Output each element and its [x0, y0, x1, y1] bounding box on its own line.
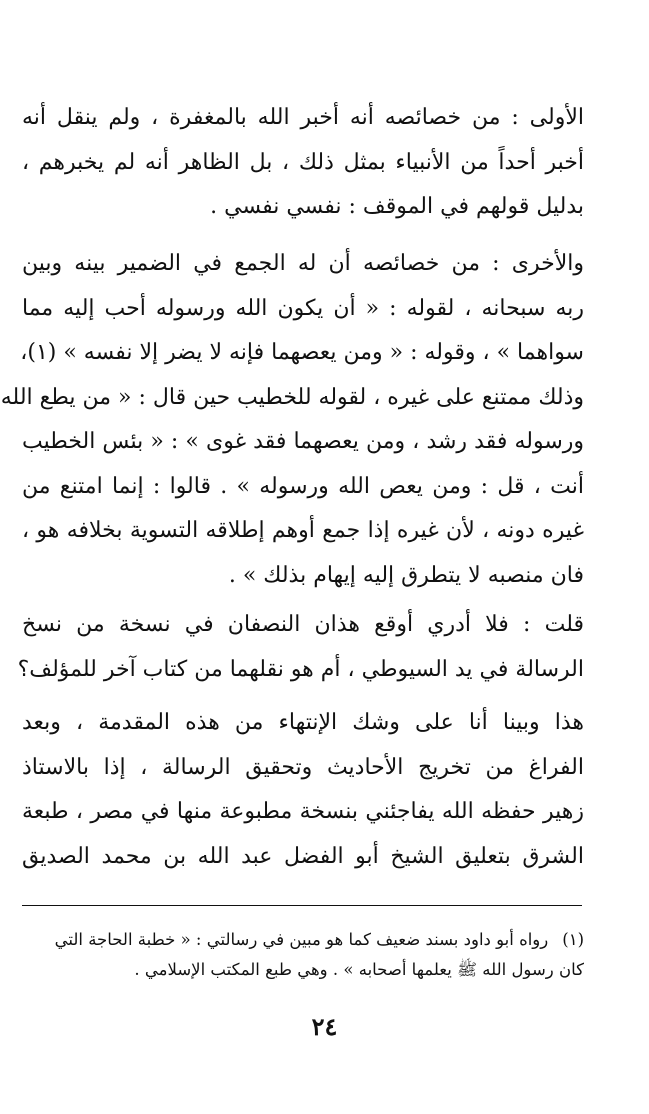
text-line: هذا وبينا أنا على وشك الإنتهاء من هذه المقدمة ، وبعد [22, 710, 584, 735]
page-number: ٢٤ [311, 1012, 338, 1041]
footnote-divider [22, 905, 582, 906]
text-line: الأولى : من خصائصه أنه أخبر الله بالمغفرة ، ولم ينقل أنه [22, 105, 584, 130]
main-text-block [17, 603, 584, 692]
text-line: ربه سبحانه ، لقوله : « أن يكون الله ورسوله أحب إليه مما [22, 295, 584, 321]
text-line: أنت ، قل : ومن يعص الله ورسوله » . قالوا : إنما امتنع من [22, 473, 584, 499]
text-line: وذلك ممتنع على غيره ، لقوله للخطيب حين قال : « من يطع الله [0, 384, 584, 410]
text-line: فان منصبه لا يتطرق إليه إيهام بذلك » . [228, 562, 584, 588]
text-line: أخبر أحداً من الأنبياء بمثل ذلك ، بل الظاهر أنه لم يخبرهم ، [22, 149, 584, 175]
text-line: بدليل قولهم في الموقف : نفسي نفسي . [210, 194, 584, 219]
text-line: الشرق بتعليق الشيخ أبو الفضل عبد الله بن محمد الصديق [22, 843, 584, 869]
footnote-text: رواه أبو داود بسند ضعيف كما هو مبين في رسالتي : « خطبة الحاجة التي [54, 930, 549, 949]
text-line: قلت : فلا أدري أوقع هذان النصفان في نسخة من نسخ [22, 612, 584, 637]
text-line: الرسالة في يد السيوطي ، أم هو نقلهما من كتاب آخر للمؤلف؟ [17, 656, 584, 682]
footnote-line: كان رسول الله ﷺ يعلمها أصحابه » . وهي طبع المكتب الإسلامي . [134, 960, 584, 979]
footnote-block [22, 925, 584, 985]
text-line: ورسوله فقد رشد ، ومن يعصهما فقد غوى » : « بئس الخطيب [22, 429, 584, 454]
text-line: غيره دونه ، لأن غيره إذا جمع أوهم إطلاقه التسوية بخلافه هو ، [22, 518, 584, 543]
main-text-block [22, 701, 584, 879]
footnote-line [22, 925, 584, 955]
footnote-marker: (١) [562, 930, 584, 949]
text-line: زهير حفظه الله يفاجئني بنسخة مطبوعة منها في مصر ، طبعة [22, 799, 584, 824]
text-line: الفراغ من تخريج الأحاديث وتحقيق الرسالة ، إذا بالاستاذ [22, 754, 584, 780]
text-line: والأخرى : من خصائصه أن له الجمع في الضمير بينه وبين [22, 251, 584, 276]
main-text-block [0, 242, 584, 598]
main-text-block [22, 96, 584, 230]
text-line: سواهما » ، وقوله : « ومن يعصهما فإنه لا يضر إلا نفسه » (١)، [20, 340, 584, 365]
